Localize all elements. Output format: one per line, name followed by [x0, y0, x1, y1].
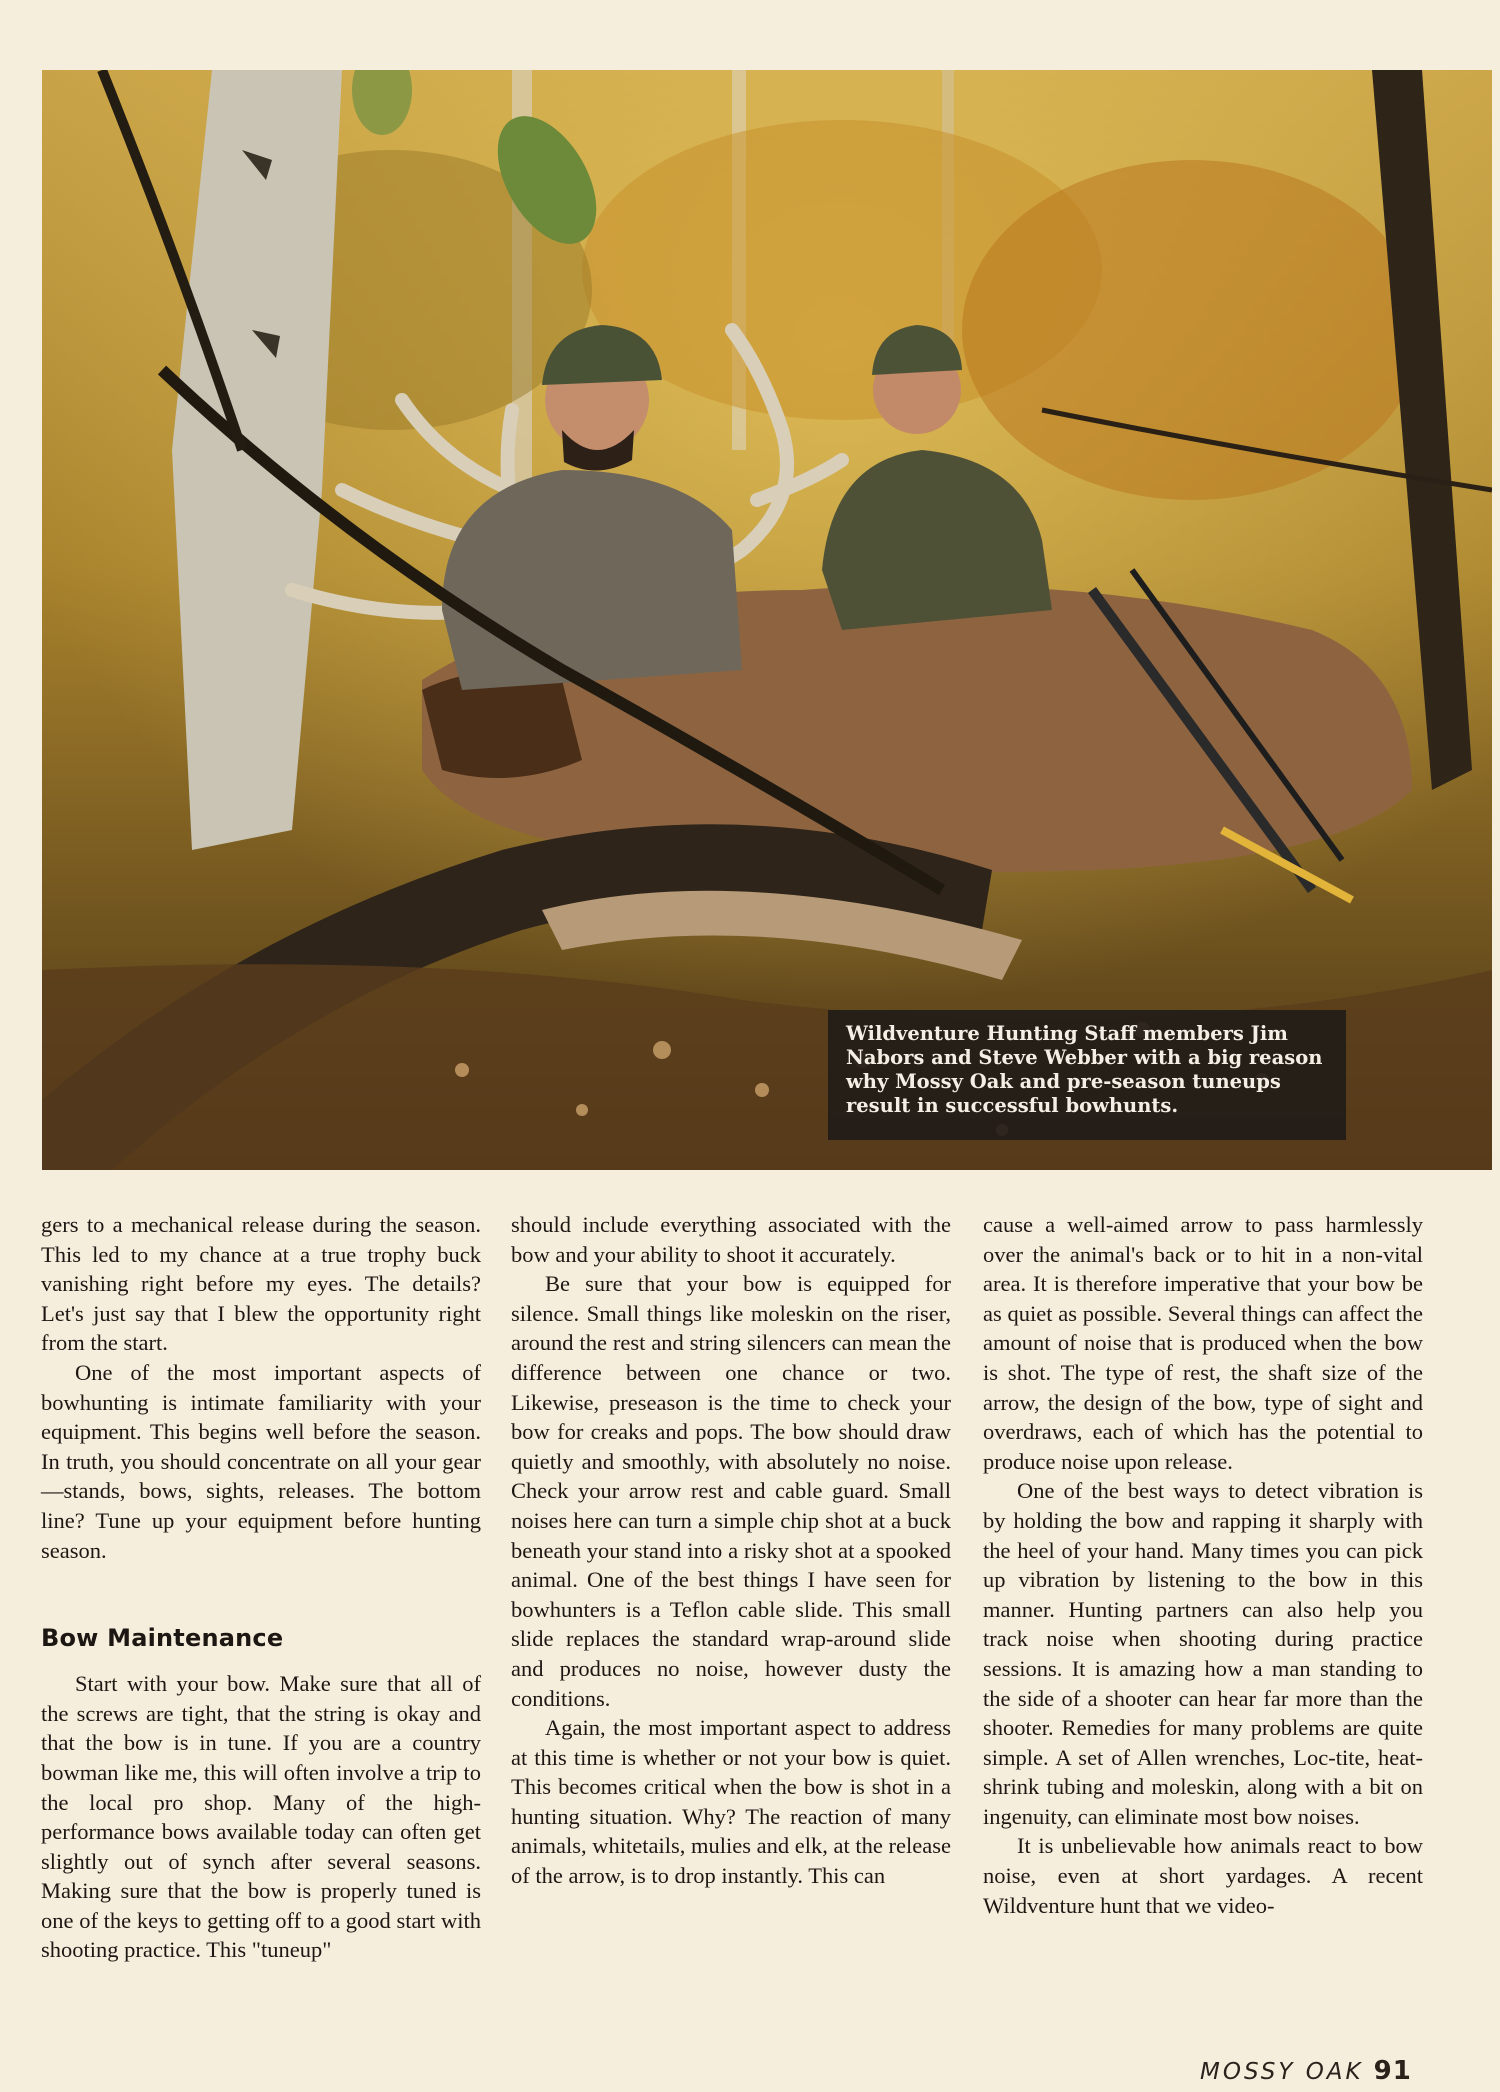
hunters-with-elk-photo [42, 70, 1492, 1170]
paragraph: Again, the most important aspect to address at this time is whether or not your bow is quiet. This becomes critical when the bow is shot in a hunting situation. Why? The reaction of many animals, whitetails, mulies and elk, at the release of the arrow, is to drop instantly. This can [511, 1715, 951, 1889]
paragraph: Be sure that your bow is equipped for silence. Small things like moleskin on the riser, around the rest and string silencers can mean the difference between one chance or two. Likewise, preseason is the time to check your bow for creaks and pops. The bow should draw quietly and smoothly, with absolutely no noise. Check your arrow rest and cable guard. Small noises here can turn a simple chip shot at a buck beneath your stand into a risky shot at a spooked animal. One of the best things I have seen for bowhunters is a Teflon cable slide. This small slide replaces the standard wrap-around slide and produces no noise, however dusty the conditions. [511, 1271, 951, 1711]
paragraph: Start with your bow. Make sure that all of the screws are tight, that the string is okay and that the bow is in tune. If you are a country bowman like me, this will often involve a trip to the local pro shop. Many of the high-performance bows available today can often get slightly out of synch after several seasons. Making sure that the bow is properly tuned is one of the keys to getting off to a good start with shooting practice. This "tuneup" [41, 1671, 481, 1963]
magazine-name: MOSSY OAK [1200, 2059, 1364, 2085]
paragraph: cause a well-aimed arrow to pass harmlessly over the animal's back or to hit in a non-vital area. It is therefore imperative that your bow be as quiet as possible. Several things can affect the amount of noise that is produced when the bow is shot. The type of rest, the shaft size of the arrow, the design of the bow, type of sight and overdraws, each of which has the potential to produce noise upon release. [983, 1212, 1423, 1474]
article-column-3 [983, 1210, 1423, 1920]
paragraph: should include everything associated with the bow and your ability to shoot it accurately. [511, 1212, 951, 1267]
paragraph: One of the best ways to detect vibration is by holding the bow and rapping it sharply with the heel of your hand. Many times you can pick up vibration by listening to the bow in this manner. Hunting partners can also help you track noise when shooting during practice sessions. It is amazing how a man standing to the side of a shooter can hear far more than the shooter. Remedies for many problems are quite simple. A set of Allen wrenches, Loc-tite, heat-shrink tubing and moleskin, along with a bit on ingenuity, can eliminate most bow noises. [983, 1478, 1423, 1829]
page-footer [1200, 2056, 1420, 2088]
paragraph: One of the most important aspects of bowhunting is intimate familiarity with your equipment. This begins well before the season. In truth, you should concentrate on all your gear—stands, bows, sights, releases. The bottom line? Tune up your equipment before hunting season. [41, 1359, 481, 1563]
article-column-1 [41, 1210, 481, 1965]
paragraph: gers to a mechanical release during the season. This led to my chance at a true trophy buck vanishing right before my eyes. The details? Let's just say that I blew the opportunity right from the start. [41, 1212, 481, 1356]
photo-illustration [42, 70, 1492, 1170]
photo-caption: Wildventure Hunting Staff members Jim Nabors and Steve Webber with a big reason why Mossy Oak and pre-season tuneups result in successful bowhunts. [828, 1010, 1346, 1140]
article-column-2 [511, 1210, 951, 1891]
page-number: 91 [1373, 2056, 1412, 2086]
section-subhead: Bow Maintenance [41, 1624, 284, 1653]
paragraph: It is unbelievable how animals react to bow noise, even at short yardages. A recent Wildventure hunt that we video- [983, 1833, 1423, 1918]
